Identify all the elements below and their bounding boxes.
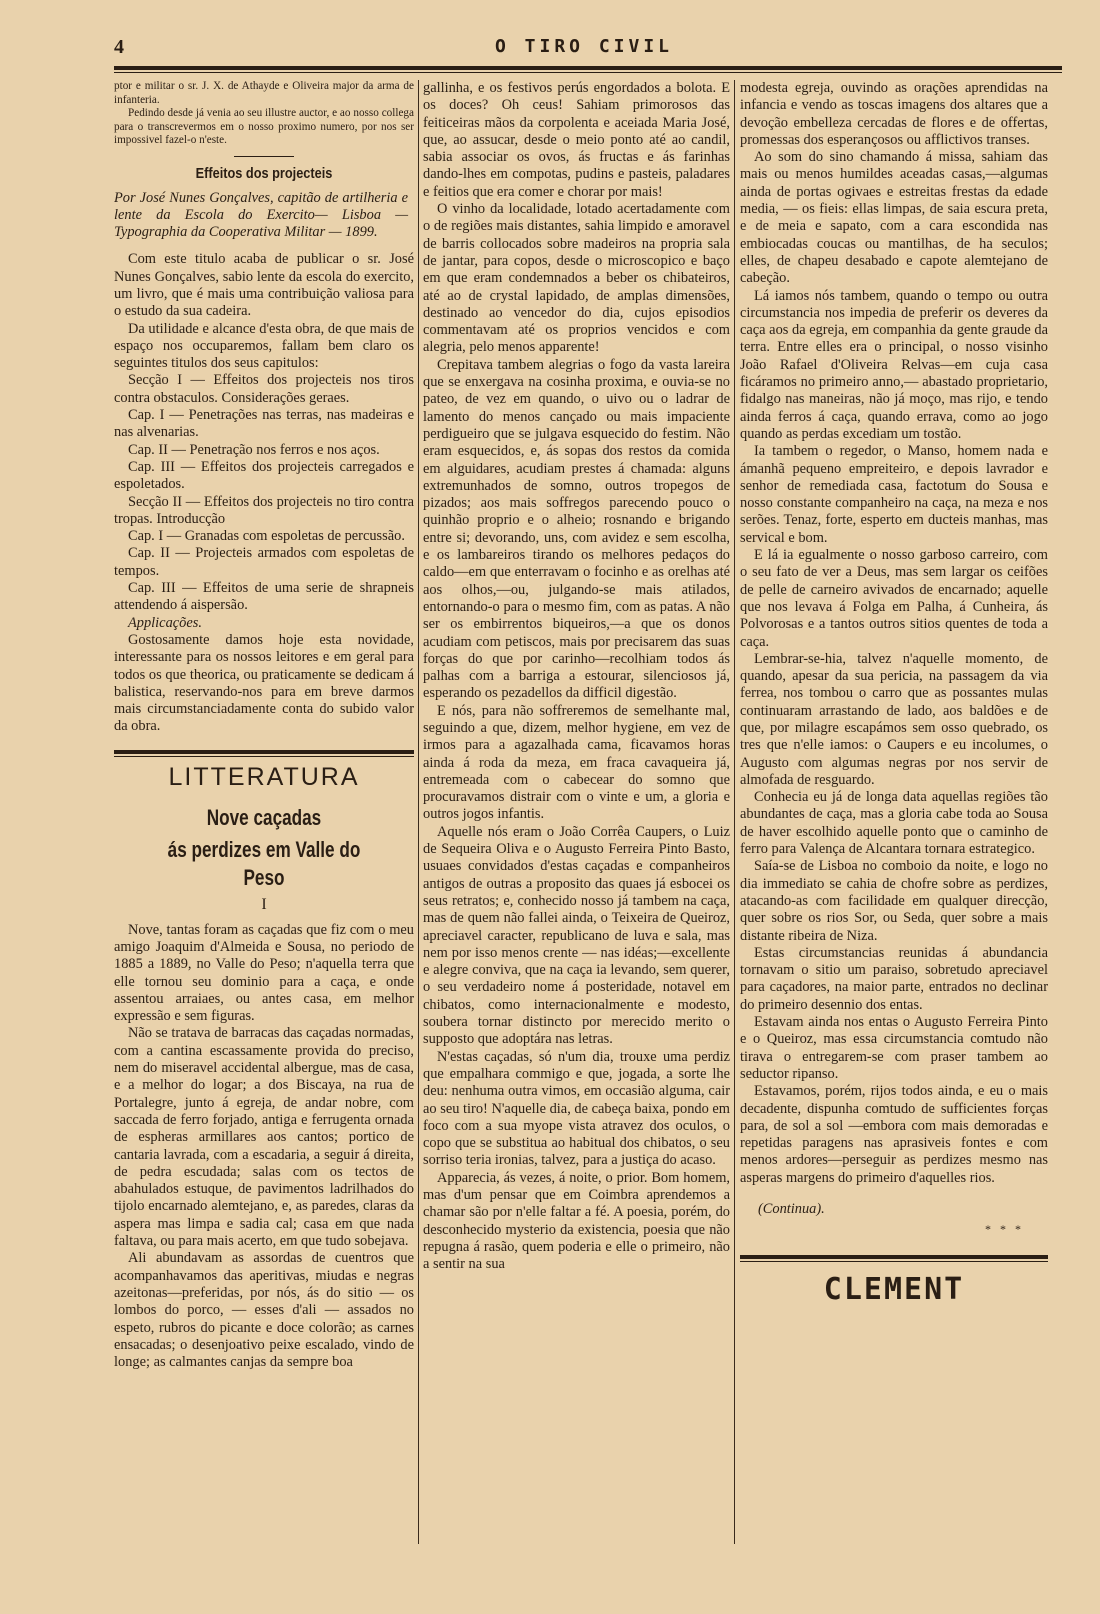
ad-rule-thin xyxy=(740,1261,1048,1262)
chapter-item: Cap. I — Granadas com espoletas de percussão. xyxy=(128,528,405,545)
chapter-item: Cap. II — Projecteis armados com espoletas de tempos. xyxy=(114,545,414,579)
chapter-item: Applicações. xyxy=(128,614,202,631)
masthead: O TIRO CIVIL xyxy=(494,36,674,57)
review-title: Effeitos dos projecteis xyxy=(195,164,333,182)
asterism: * * * xyxy=(985,1222,1024,1236)
chapter-item: Cap. II — Penetração nos ferros e nos aços. xyxy=(128,441,380,458)
continued-note: (Continua). xyxy=(758,1201,825,1217)
story-paragraph: O vinho da localidade, lotado acertadamente com o de regiões mais distantes, sahia limpido e amoravel de barris collocados sobre madeiros na propria sala de jantar, para copos, desde o microscopico e baço em que eram condemnados a beber os chibateiros, até ao de crystal lapidado, de amplas dimensões, destinado ao vencedor do dia, cujos episodios commentavam até os proprios vencidos e com alegria, pelo menos apparente! xyxy=(423,201,730,356)
story-paragraph: Ia tambem o regedor, o Manso, homem nada e ámanhã pequeno empreiteiro, e depois lavrador e senhor de remediada casa, factotum do Sousa e nosso constante companheiro na caça, na meza e nos serões. Tenaz, forte, esperto em ducteis manhas, mas servical e bom. xyxy=(740,443,1048,546)
column-1 xyxy=(114,80,414,1544)
story-paragraph: Crepitava tambem alegrias o fogo da vasta lareira que se enxergava na cosinha proxima, e ouvia-se no pateo, de vez em quando, o uivo ou o ladrar de lamento do menos cançado ou mais impaciente perdigueiro que se julgava esquecido do festim. Não eram esquecidos, e, ás sopas dos restos da comida em alguidares, acudiam prestes á chamada: alguns extremunhados de somno, outros tropegos de pizados; aos mais soffregos parecendo pouco o quinhão proprio e o alheio; rosnando e brigando entre si; devorando, uns, com avidez e sem escolha, e os lambareiros tirando os melhores pedaços do caldo—em que enterravam o focinho e as orelhas até aos olhos,—ou, julgando-se mais atilados, entornando-o para o mesmo fim, com as patas. A não ser os embirrentos biqueiros,—a que os donos acudiam com petiscos, mais por precisarem das suas forças do que por carinho—recolhiam todos ás palhas com a barriga a estourar, silenciosos já, esperando os pezadellos da difficil digestão. xyxy=(423,356,730,702)
story-paragraph: Nove, tantas foram as caçadas que fiz com o meu amigo Joaquim d'Almeida e Sousa, no periodo de 1885 a 1889, no Valle do Peso; n'aquella terra que elle tornou seu dominio para a caça, e onde assentou arraiaes, ou antes casa, em melhor expressão e sem figuras. xyxy=(114,921,414,1025)
story-paragraph: E nós, para não soffreremos de semelhante mal, seguindo a que, dizem, melhor hygiene, em vez de irmos para a agazalhada cama, ficavamos horas ainda á roda da meza, em fraca cavaqueira já, entremeada com o cabecear do somno que procuravamos distrair com o vinte e um, a gloria e outros jogos infantis. xyxy=(423,702,730,823)
story-paragraph: Aquelle nós eram o João Corrêa Caupers, o Luiz de Sequeira Oliva e o Augusto Ferreira Pinto Basto, usuaes convidados d'estas caçadas e companheiros antigos de outras a proposito das quaes já esbocei os seus retratos; e, conhecido nosso já tambem na caça, mas de quem não fallei ainda, o Teixeira de Queiroz, apreciavel caracter, republicano de luva e sala, mas nem por isso menos crente — nas idéas;—excellente e alegre conviva, que na caça ia levando, sem querer, o seu verdadeiro nome á posteridade, notavel em chibatos, como internacionalmente e modesto, soubera tornar distincto por merecido merito o supposto que adoptára nas letras. xyxy=(423,823,730,1048)
section-title: LITTERATURA xyxy=(168,762,360,791)
review-closing: Gostosamente damos hoje esta novidade, interessante para os nossos leitores e em geral para todos os que theorica, ou praticamente se dedicam á balistica, reservando-nos para em breve darmos mais circumstanciadamente conta do subido valor da obra. xyxy=(114,631,414,735)
story-paragraph: modesta egreja, ouvindo as orações aprendidas na infancia e vendo as toscas imagens dos altares que a devoção embelleza cercadas de flores e de offertas, promessas dos esperançosos ou afflictivos transes. xyxy=(740,80,1048,148)
intro-paragraph: ptor e militar o sr. J. X. de Athayde e Oliveira major da arma de infanteria. xyxy=(114,80,414,106)
divider xyxy=(234,156,294,157)
story-paragraph: Lembrar-se-hia, talvez n'aquelle momento, de quando, apesar da sua pericia, na passagem da via ferrea, nos tombou o carro que as possantes mulas continuaram arrastando de lado, aos baldões e de que, por milagre escapámos sem osso quebrado, os tres que n'elle iamos: o Caupers e eu incolumes, o Augusto com algumas negras por nos servir de almofada de resguardo. xyxy=(740,650,1048,788)
part-number: I xyxy=(261,895,267,913)
story-paragraph: Estavam ainda nos entas o Augusto Ferreira Pinto e o Queiroz, mas essa circumstancia comtudo não tirava o entregarem-se com praser tambem ao seductor ripanso. xyxy=(740,1014,1048,1082)
page-header xyxy=(108,30,1060,60)
column-2 xyxy=(423,80,730,1544)
chapter-item: Secção I — Effeitos dos projecteis nos tiros contra obstaculos. Considerações geraes. xyxy=(114,372,414,406)
story-paragraph: Estas circumstancias reunidas á abundancia tornavam o sitio um paraiso, sobretudo apreciavel para caçadores, na maior parte, entrados no declinar do primeiro desennio dos entas. xyxy=(740,944,1048,1013)
header-rule-thin xyxy=(114,72,1062,73)
story-paragraph: Saía-se de Lisboa no comboio da noite, e logo no dia immediato se cahia de chofre sobre as perdizes, atacando-as com facilidade em qualquer direcção, quer sobre os rios Sor, ou Seda, quer sobre a mais distante ribeira de Niza. xyxy=(740,858,1048,944)
story-paragraph: Ao som do sino chamando á missa, sahiam das mais ou menos humildes aceadas casas,—algumas ainda de portas ogivaes e estreitas frestas da edade media, — os fieis: ellas limpas, de saia escura preta, e de meia e sapato, com a cara escondida nas embiocadas coucas ou mantilhas, de ha seculos; elles, de chapeu desabado e capote alemtejano de cabeção. xyxy=(740,149,1048,287)
chapter-item: Secção II — Effeitos dos projecteis no tiro contra tropas. Introducção xyxy=(114,493,414,527)
advertisement-clement: CLEMENT xyxy=(823,1272,965,1307)
chapter-item: Cap. I — Penetrações nas terras, nas madeiras e nas alvenarias. xyxy=(114,407,414,441)
review-paragraph: Da utilidade e alcance d'esta obra, de que mais de espaço nos occuparemos, fallam bem claro os seguintes titulos dos seus capitulos: xyxy=(114,320,414,372)
review-author: Por José Nunes Gonçalves, capitão de artilheria e lente da Escola do Exercito— Lisboa — Typographia da Cooperativa Militar — 1899. xyxy=(114,189,408,241)
section-rule-thin xyxy=(114,756,414,757)
page-number: 4 xyxy=(114,36,124,58)
story-paragraph: E lá ia egualmente o nosso garboso carreiro, com o seu fato de ver a Deus, mas sem largar os ceifões de pelle de carneiro avivados de encarnado; aquelle que nos levava á Folga em Palha, á Cunheira, ás Polvorosas e a tantos outros sitios quentes de toda a caça. xyxy=(740,547,1048,650)
column-divider xyxy=(734,80,735,1544)
header-rule xyxy=(114,66,1062,70)
story-paragraph: Não se tratava de barracas das caçadas normadas, com a cantina escassamente provida do preciso, nem do miseravel accidental albergue, mas de casa, e a melhor do logar; a dos Biscaya, na rua de Portalegre, junto á egreja, de andar nobre, com saccada de ferro forjado, antiga e ferrugenta ornada de espheras armillares aos cantos; portico de cantaria lavrada, com a escadaria, a seguir á direita, de pedra escudada; salas com os tectos de abahulados estuque, de pavimentos ladrilhados do tijolo encarnado alemtejano, e, as paredes, claras da aspera mas limpa e sadia cal; casa em que nada faltava, ou para mais acerto, em que tudo sobejava. xyxy=(114,1025,414,1250)
story-paragraph: Apparecia, ás vezes, á noite, o prior. Bom homem, mas d'um pensar que em Coimbra aprendemos a chamar são por n'elle faltar a fé. A poesia, porém, do desconhecido mysterio da existencia, poesia que não repugna á rasão, quem poderia e elle o primeiro, não a sentir na sua xyxy=(423,1169,730,1273)
intro-paragraph: Pedindo desde já venia ao seu illustre auctor, e ao nosso collega para o transcrevermos em o nosso proximo numero, por nos ser impossivel fazel-o n'este. xyxy=(114,107,414,146)
chapter-list xyxy=(114,372,414,631)
story-paragraph: N'estas caçadas, só n'um dia, trouxe uma perdiz que empalhara commigo e que, jogada, a sorte lhe deu: nenhuma outra vimos, em occasião alguma, cair ao seu tiro! N'aquelle dia, de cabeça baixa, pondo em foco com a sua myope vista atravez dos oculos, o copo que se substitua ao habitual dos chibatos, o seu sorriso teria ironias, talvez, para a justiça do acaso. xyxy=(423,1048,730,1169)
column-divider xyxy=(418,80,419,1544)
ad-rule xyxy=(740,1255,1048,1259)
story-paragraph: Estavamos, porém, rijos todos ainda, e eu o mais decadente, dispunha comtudo de sufficientes forças para, de sol a sol —embora com mais demoradas e repetidas paragens nas aprasiveis fontes e com menos ardores—perseguir as perdizes mesmo nas asperas margens do primeiro d'aquelles rios. xyxy=(740,1083,1048,1186)
story-paragraph: Lá iamos nós tambem, quando o tempo ou outra circumstancia nos impedia de preferir os deveres da caça aos da egreja, em companhia da gente graude da terra. Entre elles era o principal, o nosso visinho João Rafael d'Oliveira Relvas—em cuja casa ficáramos no primeiro anno,— abastado proprietario, fidalgo nas maneiras, não já moço, mas rijo, e tendo ainda ferros á caça, quando errava, como ao jogo quando as perdas excediam um tostão. xyxy=(740,287,1048,442)
story-title-line-2: ás perdizes em Valle do Peso xyxy=(167,836,361,890)
section-rule xyxy=(114,750,414,754)
story-paragraph: gallinha, e os festivos perús engordados a bolota. E os doces? Oh ceus! Sahiam primorosos das feiticeiras mãos da corpolenta e aceiada Maria José, que, ao assucar, desde o meio ponto até ao candil, sabia associar os ovos, ás fructas e ás farinhas dando-lhes em compotas, pudins e pasteis, paladares e feitios que era comer e chorar por mais! xyxy=(423,80,730,200)
chapter-item: Cap. III — Effeitos de uma serie de shrapneis attendendo á aispersão. xyxy=(114,580,414,614)
chapter-item: Cap. III — Effeitos dos projecteis carregados e espoletados. xyxy=(114,458,414,493)
story-paragraph: Conhecia eu já de longa data aquellas regiões tão abundantes de caça, mas a gloria cabe toda ao Sousa de haver escolhido aquelle ponto que o caminho de ferro para Valença de Alcantara tornara estrategico. xyxy=(740,789,1048,858)
story-paragraph: Ali abundavam as assordas de cuentros que acompanhavamos das aperitivas, miudas e negras azeitonas—preferidas, por nós, ás do sitio — os lombos do porco, — esses d'ali — assados no espeto, rubros do picante e doce colorão; as carnes ensacadas; o desenjoativo peixe escalado, vindo de longe; as calmantes canjas da sempre boa xyxy=(114,1250,414,1371)
column-3 xyxy=(740,80,1048,1544)
review-paragraph: Com este titulo acaba de publicar o sr. José Nunes Gonçalves, sabio lente da escola do exercito, um livro, que é mais uma contribuição valiosa para o estudo da sua cadeira. xyxy=(114,251,414,320)
story-title-line-1: Nove caçadas xyxy=(206,804,322,830)
